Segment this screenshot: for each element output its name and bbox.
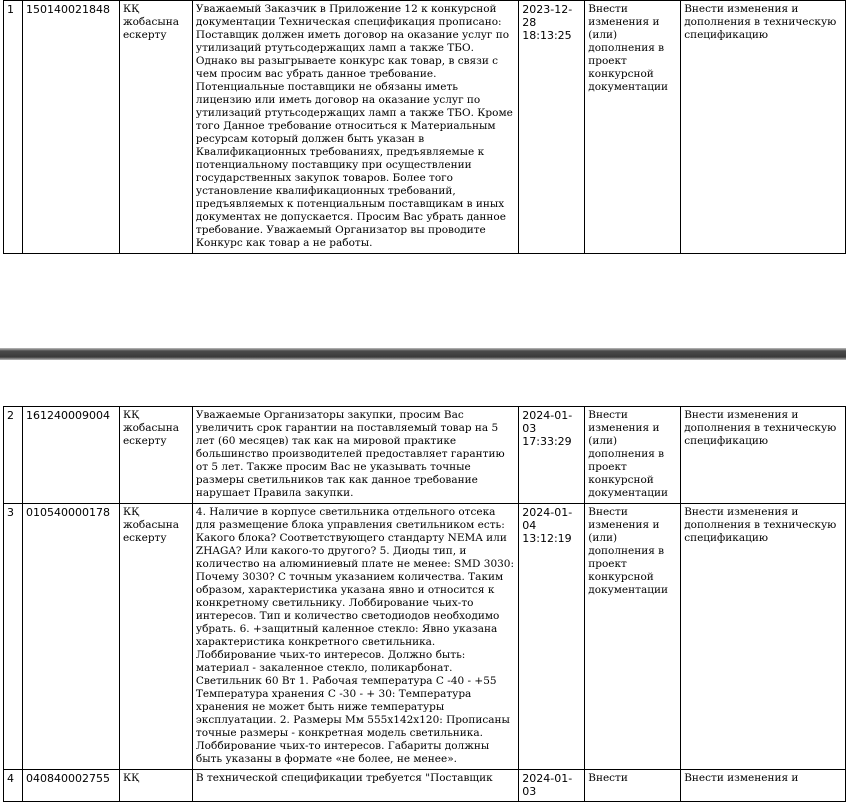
table-row [4,504,846,770]
datetime-cell: 2023-12-28 18:13:25 [519,1,585,254]
remarks-table [3,406,846,802]
row-number: 3 [4,504,23,770]
row-number: 2 [4,407,23,504]
bin-cell: 040840002755 [22,770,119,802]
request-cell: Внести изменения и (или) дополнения в проект конкурсной документации [585,1,681,254]
request-cell: Внести изменения и (или) дополнения в проект конкурсной документации [585,407,681,504]
remarks-table [3,0,846,254]
table-row [4,1,846,254]
table-row [4,407,846,504]
bin-cell: 010540000178 [22,504,119,770]
document-page-top [0,0,846,348]
remark-text-cell: Уважаемые Организаторы закупки, просим Вас увеличить срок гарантии на поставляемый товар на 5 лет (60 месяцев) так как на мировой практике большинство производителей предоставляет гарантию от 5 лет. Также просим Вас не указывать точные размеры светильников так как данное требование нарушает Правила закупки. [192,407,518,504]
remark-type-cell: КҚ жобасына ескерту [119,1,192,254]
bin-cell: 161240009004 [22,407,119,504]
document-page-bottom [0,360,846,798]
remark-text-cell: 4. Наличие в корпусе светильника отдельного отсека для размещение блока управления светильником есть: Какого блока? Соответствующего стандарту NEMA или ZHAGA? Или какого-то другого? 5. Диоды тип, и количество на алюминиевый плате не менее: SMD 3030: Почему 3030? С точным указанием количества. Таким образом, характеристика указана явно и относится к конкретному светильнику. Лоббирование чьих-то интересов. Тип и количество светодиодов необходимо убрать. 6. +защитный каленное стекло: Явно указана характеристика конкретного светильника. Лоббирование чьих-то интересов. Должно быть: материал - закаленное стекло, поликарбонат. Светильник 60 Вт 1. Рабочая температура С -40 - +55 Температура хранения С -30 - + 30: Температура хранения не может быть ниже температуры эксплуатации. 2. Размеры Мм 555x142x120: Прописаны точные размеры - конкретная модель светильника. Лоббирование чьих-то интересов. Габариты должны быть указаны в формате «не более, не менее». [192,504,518,770]
request-cell: Внести [585,770,681,802]
remark-type-cell: КҚ жобасына ескерту [119,407,192,504]
resolution-cell: Внести изменения и дополнения в техническую спецификацию [681,407,846,504]
row-number: 1 [4,1,23,254]
row-number: 4 [4,770,23,802]
resolution-cell: Внести изменения и [681,770,846,802]
request-cell: Внести изменения и (или) дополнения в проект конкурсной документации [585,504,681,770]
datetime-cell: 2024-01-04 13:12:19 [519,504,585,770]
resolution-cell: Внести изменения и дополнения в техническую спецификацию [681,504,846,770]
datetime-cell: 2024-01-03 [519,770,585,802]
table-row [4,770,846,802]
page-separator [0,348,846,360]
remark-type-cell: КҚ [119,770,192,802]
remark-text-cell: Уважаемый Заказчик в Приложение 12 к конкурсной документации Техническая спецификация прописано: Поставщик должен иметь договор на оказание услуг по утилизаций ртутьсодержащих ламп а также ТБО. Однако вы разыгрываете конкурс как товар, в связи с чем просим вас убрать данное требование. Потенциальные поставщики не обязаны иметь лицензию или иметь договор на оказание услуг по утилизаций ртутьсодержащих ламп а также ТБО. Кроме того Данное требование относиться к Материальным ресурсам который должен быть указан в Квалификационных требованиях, предъявляемые к потенциальному поставщику при осуществлении государственных закупок товаров. Более того установление квалификационных требований, предъявляемых к потенциальным поставщикам в иных документах не допускается. Просим Вас убрать данное требование. Уважаемый Организатор вы проводите Конкурс как товар а не работы. [192,1,518,254]
resolution-cell: Внести изменения и дополнения в техническую спецификацию [681,1,846,254]
datetime-cell: 2024-01-03 17:33:29 [519,407,585,504]
remark-text-cell: В технической спецификации требуется "Поставщик [192,770,518,802]
bin-cell: 150140021848 [22,1,119,254]
remark-type-cell: КҚ жобасына ескерту [119,504,192,770]
